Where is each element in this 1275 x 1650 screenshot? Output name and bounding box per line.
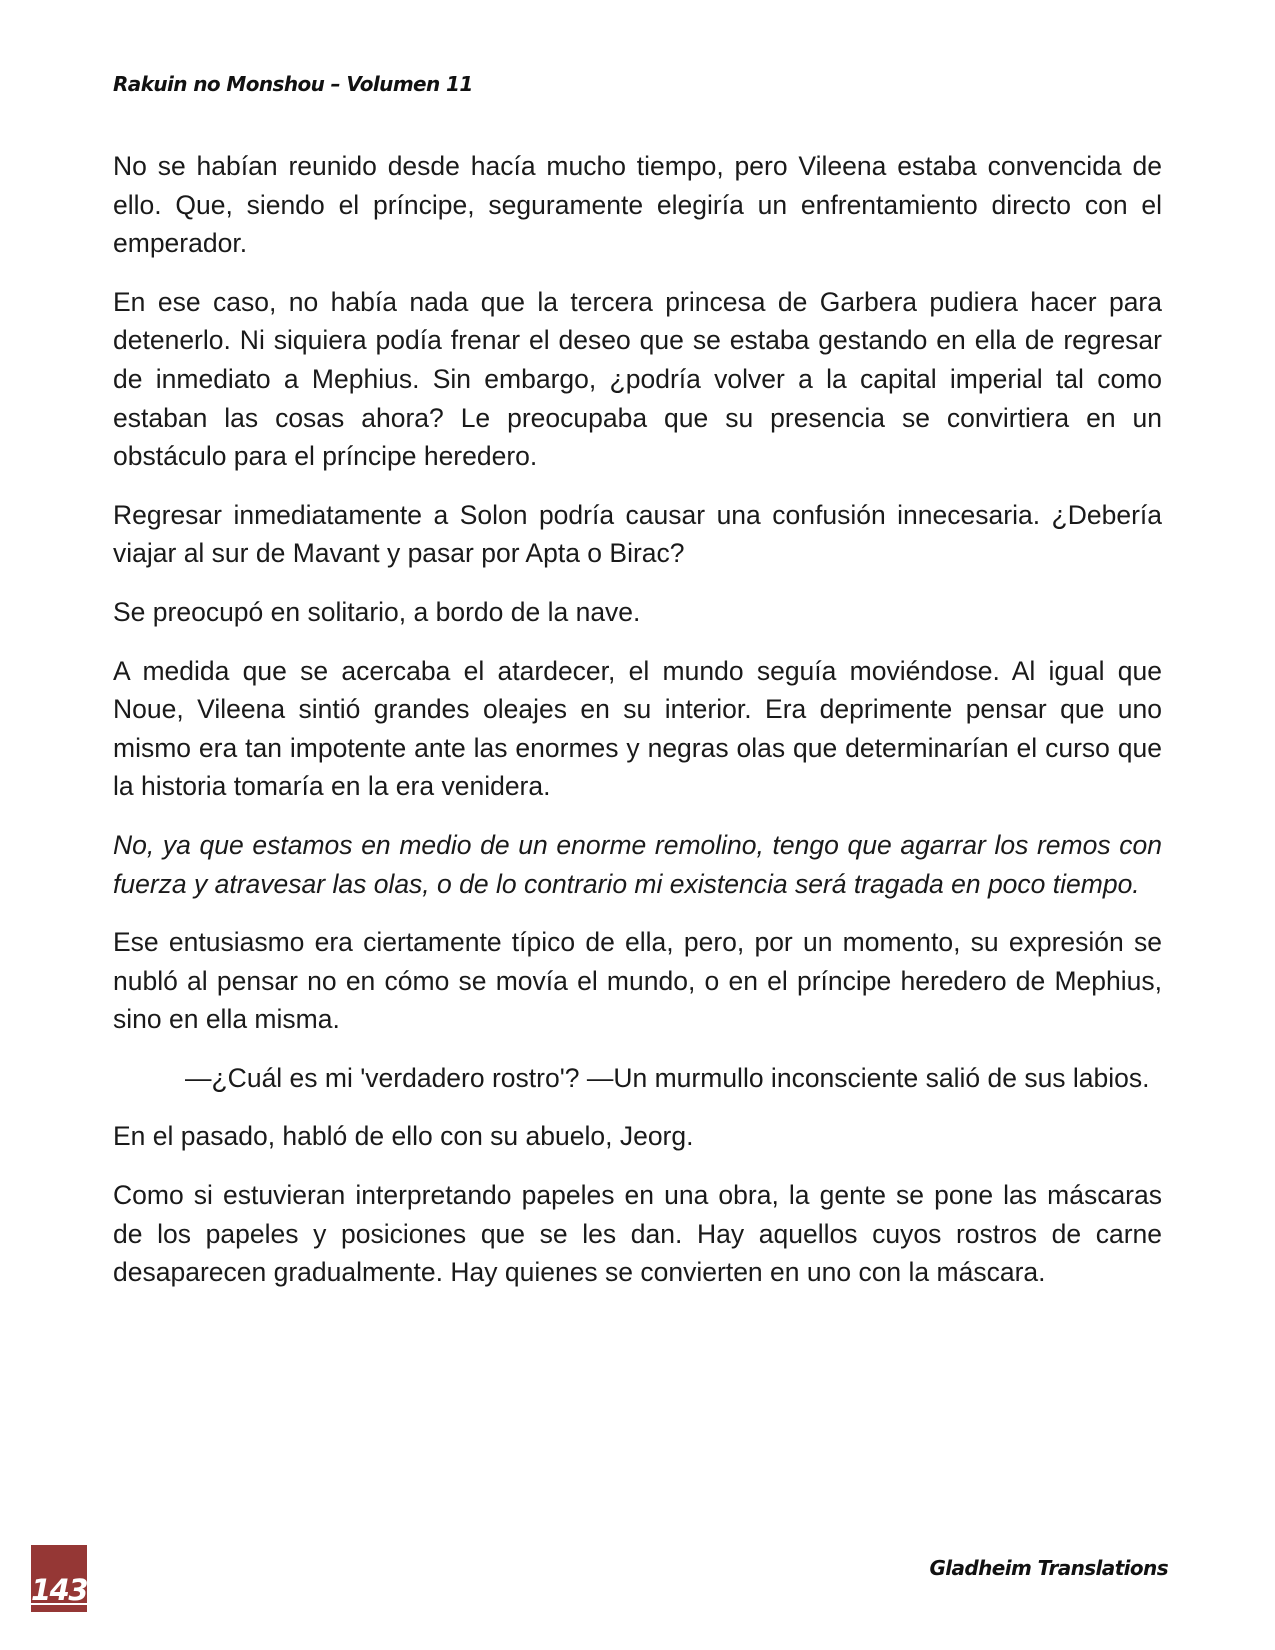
paragraph: Se preocupó en solitario, a bordo de la nave. xyxy=(113,596,641,627)
dialogue-paragraph: —¿Cuál es mi 'verdadero rostro'? —Un murmullo inconsciente salió de sus labios. xyxy=(185,1062,1150,1093)
paragraph: Ese entusiasmo era ciertamente típico de ella, pero, por un momento, su expresión se nubló al pensar no en cómo se movía el mundo, o en el príncipe heredero de Mephius, sino en ella misma. xyxy=(113,927,1162,1035)
body-text xyxy=(113,147,1162,1312)
paragraph: Como si estuvieran interpretando papeles en una obra, la gente se pone las máscaras de los papeles y posiciones que se les dan. Hay aquellos cuyos rostros de carne desaparecen gradualmente. Hay quienes se convierten en uno con la máscara. xyxy=(113,1180,1162,1288)
paragraph: No se habían reunido desde hacía mucho tiempo, pero Vileena estaba convencida de ello. Que, siendo el príncipe, seguramente elegiría un enfrentamiento directo con el emperador. xyxy=(113,151,1162,259)
paragraph: A medida que se acercaba el atardecer, el mundo seguía moviéndose. Al igual que Noue, Vileena sintió grandes oleajes en su interior. Era deprimente pensar que uno mismo era tan impotente ante las enormes y negras olas que determinarían el curso que la historia tomaría en la era venidera. xyxy=(113,655,1162,802)
paragraph: En ese caso, no había nada que la tercera princesa de Garbera pudiera hacer para detenerlo. Ni siquiera podía frenar el deseo que se estaba gestando en ella de regresar de inmediato a Mephius. Sin embargo, ¿podría volver a la capital imperial tal como estaban las cosas ahora? Le preocupaba que su presencia se convirtiera en un obstáculo para el príncipe heredero. xyxy=(113,286,1162,472)
footer-credit: Gladheim Translations xyxy=(929,1556,1168,1580)
italic-thought-paragraph: No, ya que estamos en medio de un enorme remolino, tengo que agarrar los remos con fuerza y atravesar las olas, o de lo contrario mi existencia será tragada en poco tiempo. xyxy=(113,829,1162,899)
paragraph: En el pasado, habló de ello con su abuelo, Jeorg. xyxy=(113,1121,694,1152)
paragraph: Regresar inmediatamente a Solon podría causar una confusión innecesaria. ¿Debería viajar al sur de Mavant y pasar por Apta o Birac? xyxy=(113,499,1162,569)
page-number: 143 xyxy=(31,1573,88,1607)
page-header-title: Rakuin no Monshou – Volumen 11 xyxy=(113,72,473,96)
